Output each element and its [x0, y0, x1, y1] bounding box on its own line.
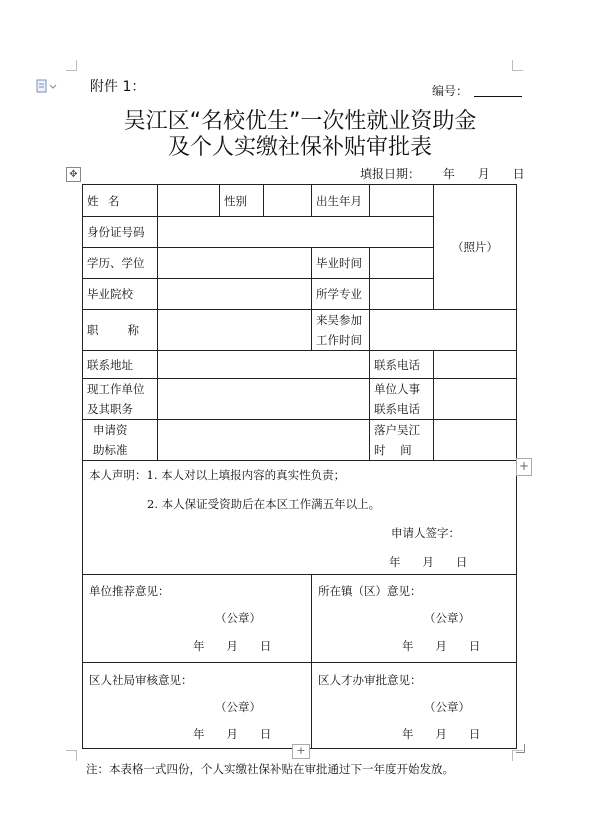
- hr-phone-label-line-2: 联系电话: [374, 402, 420, 416]
- title-label: 职 称: [83, 310, 158, 351]
- major-input[interactable]: [370, 279, 434, 310]
- name-label: 姓 名: [83, 185, 158, 217]
- hr-phone-label-line-1: 单位人事: [374, 382, 420, 396]
- page-title-line-2: 及个人实缴社保补贴审批表: [167, 135, 432, 160]
- work-time-input[interactable]: [370, 310, 517, 351]
- add-column-plus-icon[interactable]: +: [516, 458, 532, 476]
- phone-input[interactable]: [434, 351, 517, 379]
- unit-opinion-label: 单位推荐意见：: [89, 584, 170, 598]
- town-opinion-section[interactable]: [312, 575, 517, 663]
- hr-bureau-opinion-label: 区人社局审核意见：: [89, 673, 193, 687]
- employer-label-line-2: 及其职务: [87, 402, 133, 416]
- education-label: 学历、学位: [83, 248, 158, 279]
- signature-label: 申请人签字：: [391, 526, 460, 540]
- standard-label-line-2: 助标准: [93, 443, 128, 457]
- add-row-plus-icon[interactable]: +: [292, 744, 310, 759]
- settle-time-label-line-1: 落户吴江: [374, 423, 420, 437]
- graduation-time-input[interactable]: [370, 248, 434, 279]
- title-input[interactable]: [158, 310, 312, 351]
- town-opinion-date: 年 月 日: [402, 639, 481, 653]
- declaration-section[interactable]: [83, 461, 517, 575]
- unit-seal-label: （公章）: [215, 611, 261, 625]
- id-number-label: 身份证号码: [83, 217, 158, 248]
- page-title-line-1: 吴江区“名校优生”一次性就业资助金: [123, 109, 477, 134]
- birth-input[interactable]: [370, 185, 434, 217]
- address-input[interactable]: [158, 351, 370, 379]
- school-input[interactable]: [158, 279, 312, 310]
- work-time-label: [312, 310, 370, 351]
- gender-input[interactable]: [264, 185, 312, 217]
- attachment-label: 附件 1：: [90, 79, 146, 95]
- approval-form-table: [82, 184, 517, 749]
- photo-box[interactable]: （照片）: [434, 185, 517, 310]
- birth-label: 出生年月: [312, 185, 370, 217]
- standard-input[interactable]: [158, 420, 370, 461]
- employer-label-line-1: 现工作单位: [87, 382, 145, 396]
- fill-date: 填报日期： 年 月 日: [360, 167, 525, 181]
- standard-label-line-1: 申请资: [93, 423, 128, 437]
- margin-corner-bottom-left: [66, 750, 77, 761]
- work-time-label-line-2: 工作时间: [316, 333, 362, 347]
- talent-office-opinion-label: 区人才办审批意见：: [318, 673, 422, 687]
- unit-opinion-date: 年 月 日: [193, 639, 272, 653]
- serial-number-field[interactable]: [474, 96, 522, 97]
- id-number-input[interactable]: [158, 217, 434, 248]
- declaration-line-2: 2. 本人保证受资助后在本区工作满五年以上。: [147, 497, 381, 511]
- hr-bureau-opinion-date: 年 月 日: [193, 727, 272, 741]
- talent-office-opinion-date: 年 月 日: [402, 727, 481, 741]
- footnote: 注：本表格一式四份，个人实缴社保补贴在审批通过下一年度开始发放。: [86, 762, 454, 776]
- settle-time-label-line-2: 时 间: [374, 443, 412, 457]
- serial-number-label: 编号：: [432, 84, 469, 98]
- declaration-date: 年 月 日: [389, 555, 468, 569]
- hr-phone-label: [370, 379, 434, 420]
- name-input[interactable]: [158, 185, 220, 217]
- table-move-icon[interactable]: ✥: [66, 167, 81, 182]
- work-time-label-line-1: 来吴参加: [316, 313, 362, 327]
- hr-bureau-opinion-section[interactable]: [83, 663, 312, 749]
- education-input[interactable]: [158, 248, 312, 279]
- major-label: 所学专业: [312, 279, 370, 310]
- talent-office-seal-label: （公章）: [424, 700, 470, 714]
- address-label: 联系地址: [83, 351, 158, 379]
- graduation-time-label: 毕业时间: [312, 248, 370, 279]
- town-seal-label: （公章）: [424, 611, 470, 625]
- margin-corner-top-left: [66, 60, 77, 71]
- document-style-icon[interactable]: [36, 79, 58, 93]
- talent-office-opinion-section[interactable]: [312, 663, 517, 749]
- margin-corner-top-right: [512, 60, 523, 71]
- declaration-line-1: 本人声明：1. 本人对以上填报内容的真实性负责；: [89, 468, 346, 482]
- employer-input[interactable]: [158, 379, 370, 420]
- gender-label: 性别: [220, 185, 264, 217]
- standard-label: [83, 420, 158, 461]
- hr-bureau-seal-label: （公章）: [215, 700, 261, 714]
- school-label: 毕业院校: [83, 279, 158, 310]
- settle-time-label: [370, 420, 434, 461]
- table-resize-handle[interactable]: [516, 744, 525, 753]
- town-opinion-label: 所在镇（区）意见：: [318, 584, 422, 598]
- hr-phone-input[interactable]: [434, 379, 517, 420]
- phone-label: 联系电话: [370, 351, 434, 379]
- settle-time-input[interactable]: [434, 420, 517, 461]
- employer-label: [83, 379, 158, 420]
- unit-opinion-section[interactable]: [83, 575, 312, 663]
